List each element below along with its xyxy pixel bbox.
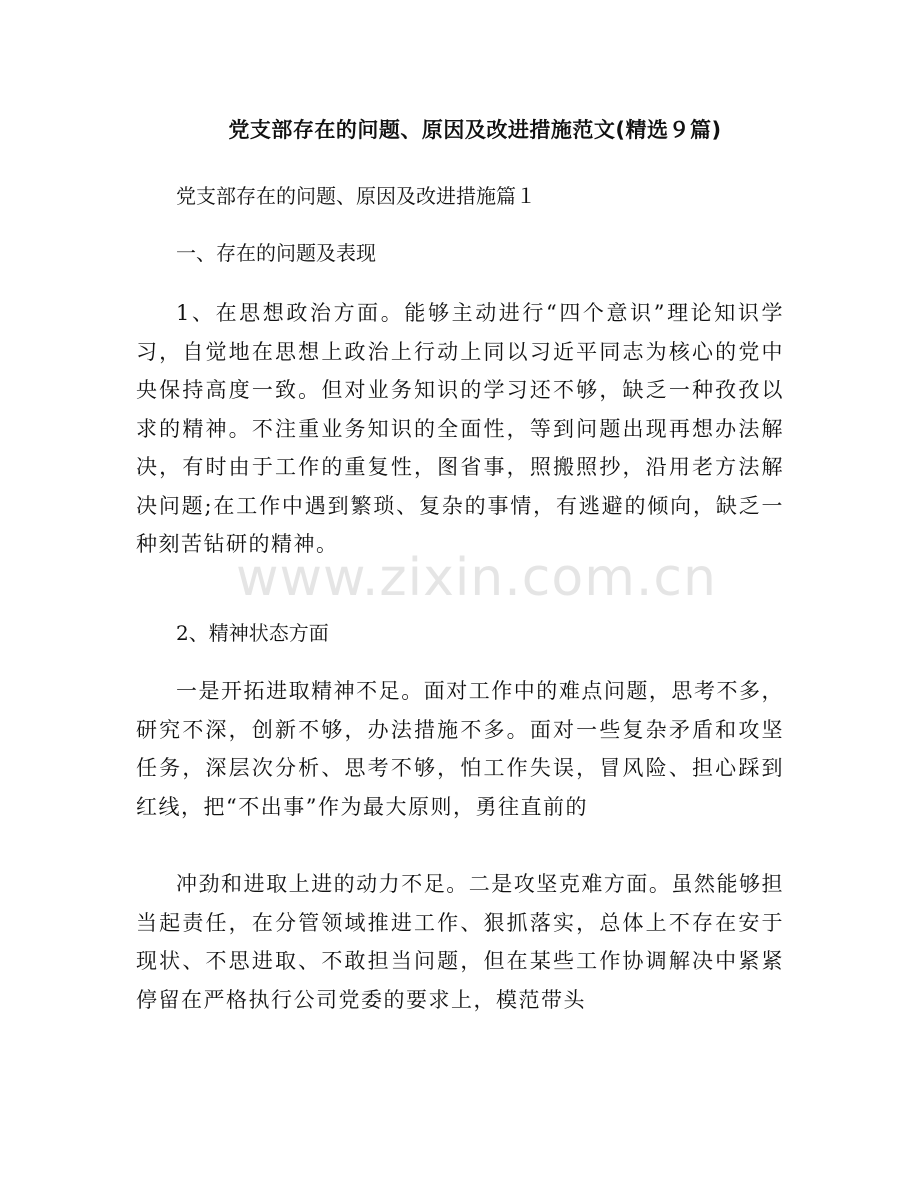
document-title: 党支部存在的问题、原因及改进措施范文(精选９篇) (228, 118, 722, 142)
section-title: 党支部存在的问题、原因及改进措施篇１ (176, 184, 536, 208)
heading-problems: 一、存在的问题及表现 (176, 241, 376, 265)
paragraph-ideology: 1、在思想政治方面。能够主动进行“四个意识”理论知识学习，自觉地在思想上政治上行动上同以习近平同志为核心的党中央保持高度一致。但对业务知识的学习还不够，缺乏一种孜孜以求的精神。不注重业务知识的全面性，等到问题出现再想办法解决，有时由于工作的重复性，图省事，照搬照抄，沿用老方法解决问题;在工作中遇到繁琐、复杂的事情，有逃避的倾向，缺乏一种刻苦钻研的精神。 (136, 301, 784, 556)
watermark-text: www.zixin.com.cn (236, 548, 717, 608)
paragraph-drive: 冲劲和进取上进的动力不足。二是攻坚克难方面。虽然能够担当起责任，在分管领域推进工作、狠抓落实，总体上不存在安于现状、不思进取、不敢担当问题，但在某些工作协调解决中紧紧停留在严格执行公司党委的要求上，模范带头 (136, 872, 784, 1012)
heading-spirit: 2、精神状态方面 (176, 621, 329, 645)
paragraph-spirit: 一是开拓进取精神不足。面对工作中的难点问题，思考不多，研究不深，创新不够，办法措施不多。面对一些复杂矛盾和攻坚任务，深层次分析、思考不够，怕工作失误，冒风险、担心踩到红线，把“不出事”作为最大原则，勇往直前的 (136, 679, 784, 819)
